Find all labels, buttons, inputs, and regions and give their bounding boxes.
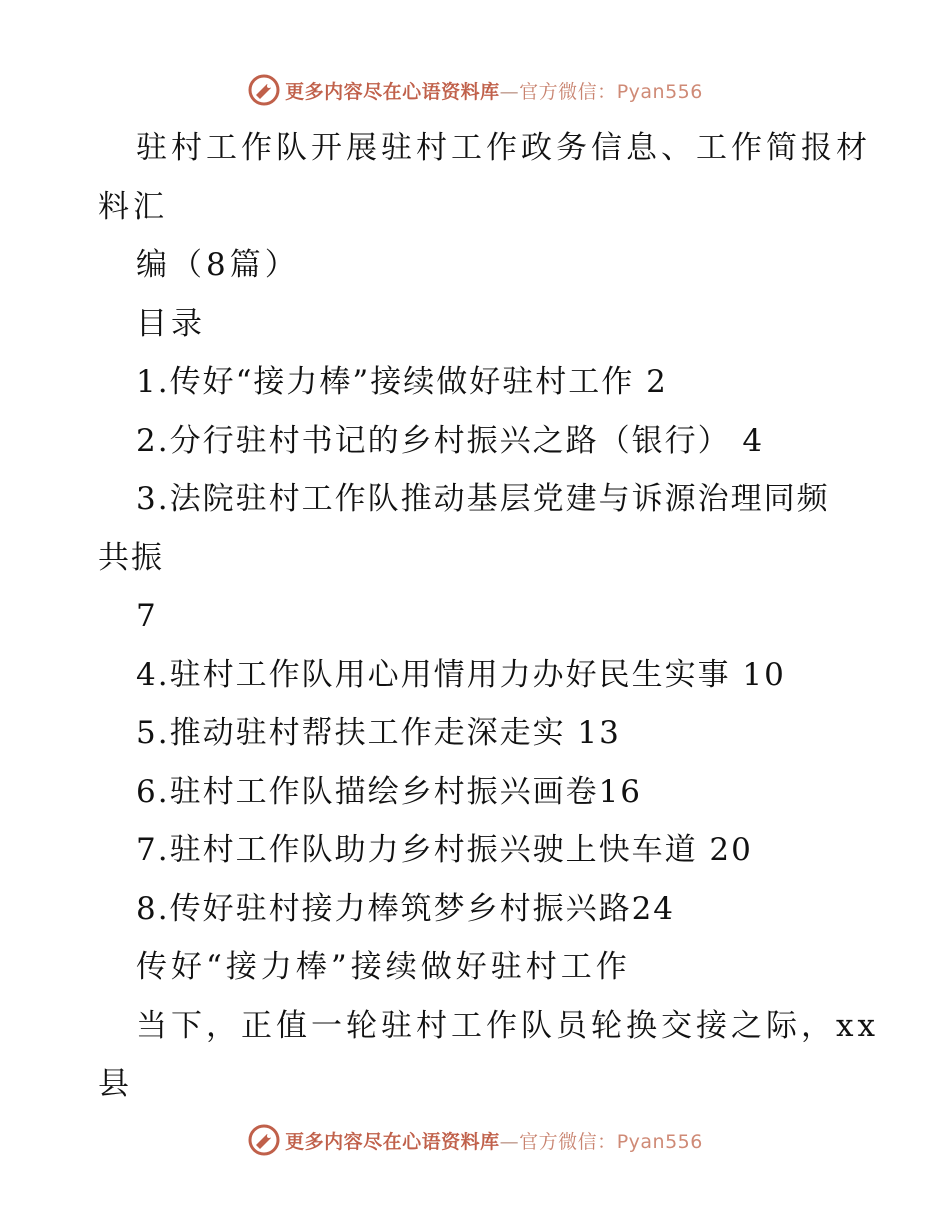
document-body: [98, 119, 879, 1114]
toc-item-7: 7.驻村工作队助力乡村振兴驶上快车道 20: [136, 832, 753, 868]
toc-item-8: 8.传好驻村接力棒筑梦乡村振兴路24: [136, 890, 676, 927]
pen-seal-icon: [247, 1123, 281, 1157]
toc-item-1: 1.传好“接力棒”接续做好驻村工作 2: [136, 364, 668, 400]
watermark-text: [285, 1127, 703, 1154]
watermark-account: Pyan556: [616, 1130, 703, 1153]
watermark-account: Pyan556: [616, 80, 703, 103]
pen-seal-icon: [247, 73, 281, 107]
toc-item-6: 6.驻村工作队描绘乡村振兴画卷16: [136, 773, 643, 810]
toc-item-4: 4.驻村工作队用心用情用力办好民生实事 10: [136, 656, 786, 693]
watermark-separator: —: [499, 80, 520, 103]
watermark-brand: 更多内容尽在心语资料库: [285, 1130, 500, 1153]
watermark-brand: 更多内容尽在心语资料库: [285, 80, 500, 103]
article-title: 传好“接力棒”接续做好驻村工作: [136, 949, 631, 985]
watermark-footer: [0, 1120, 950, 1160]
toc-item-5: 5.推动驻村帮扶工作走深走实 13: [136, 715, 621, 751]
doc-title-line-3: 编（8篇）: [136, 247, 300, 283]
toc-heading: 目录: [136, 305, 206, 342]
watermark-label: 官方微信：: [519, 1130, 617, 1153]
toc-item-2: 2.分行驻村书记的乡村振兴之路（银行） 4: [136, 422, 765, 459]
toc-item-3-cont: 共振: [98, 539, 164, 576]
toc-item-3-page: 7: [136, 598, 158, 634]
article-paragraph-line-1: 当下，正值一轮驻村工作队员轮换交接之际，xx: [136, 1007, 879, 1044]
doc-title-line-2: 料汇: [98, 188, 168, 225]
watermark-text: [285, 77, 703, 104]
doc-title-line-1: 驻村工作队开展驻村工作政务信息、工作简报材: [136, 130, 871, 166]
watermark-separator: —: [499, 1130, 520, 1153]
watermark-label: 官方微信：: [519, 80, 617, 103]
article-paragraph-line-2: 县: [98, 1066, 133, 1102]
watermark-header: [0, 70, 950, 110]
toc-item-3: 3.法院驻村工作队推动基层党建与诉源治理同频: [136, 481, 830, 517]
